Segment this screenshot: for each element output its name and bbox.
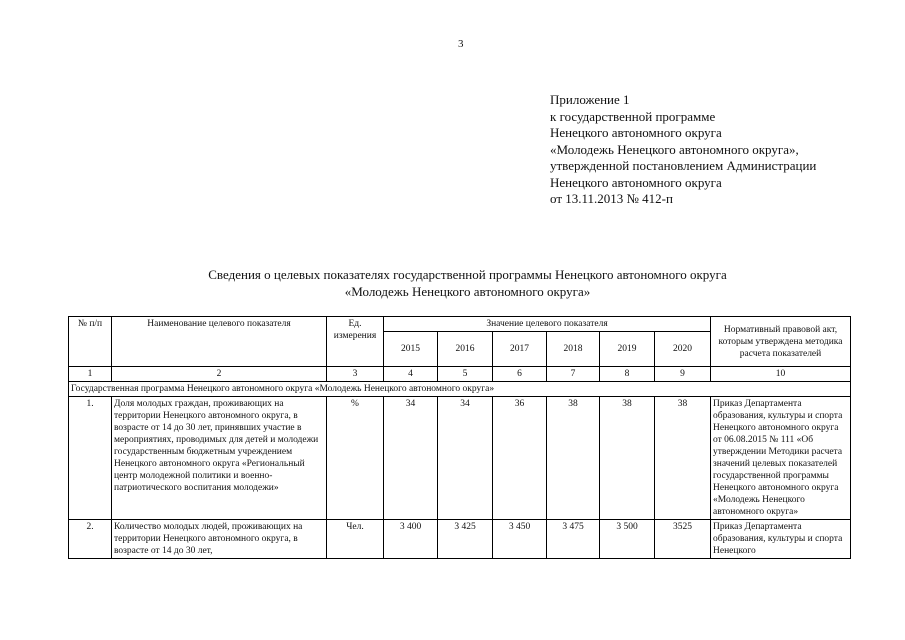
column-number: 3 bbox=[327, 367, 384, 382]
program-row bbox=[69, 382, 851, 397]
row-num: 1. bbox=[69, 397, 112, 520]
header-year: 2016 bbox=[438, 332, 493, 367]
row-name: Доля молодых граждан, проживающих на территории Ненецкого автономного округа, в возрасте от 14 до 30 лет, принявших участие в мероприятиях, проводимых для детей и молодежи государственным бюджетным учреждением Ненецкого автономного округа «Региональный центр молодежной политики и военно-патриотического воспитания молодежи» bbox=[112, 397, 327, 520]
header-year: 2015 bbox=[384, 332, 438, 367]
column-number: 1 bbox=[69, 367, 112, 382]
row-name: Количество молодых людей, проживающих на территории Ненецкого автономного округа, в возрасте от 14 до 30 лет, bbox=[112, 520, 327, 559]
column-numbers-row bbox=[69, 367, 851, 382]
header-act: Нормативный правовой акт, которым утверждена методика расчета показателей bbox=[711, 317, 851, 367]
page-number: 3 bbox=[458, 38, 464, 50]
row-unit: % bbox=[327, 397, 384, 520]
header-name: Наименование целевого показателя bbox=[112, 317, 327, 367]
row-value: 3 475 bbox=[547, 520, 600, 559]
header-year: 2019 bbox=[600, 332, 655, 367]
column-number: 5 bbox=[438, 367, 493, 382]
appendix-line: утвержденной постановлением Администрации bbox=[550, 158, 817, 173]
appendix-line: Ненецкого автономного округа bbox=[550, 125, 722, 140]
program-row-label: Государственная программа Ненецкого автономного округа «Молодежь Ненецкого автономного округа» bbox=[69, 382, 851, 397]
column-number: 10 bbox=[711, 367, 851, 382]
row-act: Приказ Департамента образования, культуры и спорта Ненецкого bbox=[711, 520, 851, 559]
row-value: 38 bbox=[655, 397, 711, 520]
column-number: 7 bbox=[547, 367, 600, 382]
header-year: 2020 bbox=[655, 332, 711, 367]
row-value: 3 425 bbox=[438, 520, 493, 559]
appendix-line: «Молодежь Ненецкого автономного округа», bbox=[550, 141, 799, 157]
row-value: 34 bbox=[384, 397, 438, 520]
row-value: 3 450 bbox=[493, 520, 547, 559]
header-unit: Ед. измерения bbox=[327, 317, 384, 367]
header-row bbox=[69, 317, 851, 332]
indicators-table bbox=[68, 316, 851, 559]
row-value: 34 bbox=[438, 397, 493, 520]
header-num: № п/п bbox=[69, 317, 112, 367]
appendix-block bbox=[550, 92, 816, 208]
table-row bbox=[69, 520, 851, 559]
row-value: 3 500 bbox=[600, 520, 655, 559]
column-number: 6 bbox=[493, 367, 547, 382]
appendix-line: от 13.11.2013 № 412-п bbox=[550, 191, 673, 206]
column-number: 2 bbox=[112, 367, 327, 382]
column-number: 4 bbox=[384, 367, 438, 382]
row-value: 3 400 bbox=[384, 520, 438, 559]
appendix-line: к государственной программе bbox=[550, 108, 716, 124]
header-year: 2017 bbox=[493, 332, 547, 367]
row-num: 2. bbox=[69, 520, 112, 559]
row-value: 3525 bbox=[655, 520, 711, 559]
appendix-line: Приложение 1 bbox=[550, 92, 630, 107]
appendix-line: Ненецкого автономного округа bbox=[550, 174, 722, 190]
column-number: 8 bbox=[600, 367, 655, 382]
document-title-line: Сведения о целевых показателях государственной программы Ненецкого автономного округа bbox=[208, 267, 727, 282]
document-title-line: «Молодежь Ненецкого автономного округа» bbox=[344, 284, 591, 299]
header-year: 2018 bbox=[547, 332, 600, 367]
row-act: Приказ Департамента образования, культуры и спорта Ненецкого автономного округа от 06.08.2015 № 111 «Об утверждении Методики расчета значений целевых показателей государственной программы Ненецкого автономного округа «Молодежь Ненецкого автономного округа» bbox=[711, 397, 851, 520]
table-row bbox=[69, 397, 851, 520]
row-value: 36 bbox=[493, 397, 547, 520]
column-number: 9 bbox=[655, 367, 711, 382]
document-title bbox=[70, 266, 865, 300]
row-unit: Чел. bbox=[327, 520, 384, 559]
header-value-group: Значение целевого показателя bbox=[384, 317, 711, 332]
row-value: 38 bbox=[600, 397, 655, 520]
row-value: 38 bbox=[547, 397, 600, 520]
